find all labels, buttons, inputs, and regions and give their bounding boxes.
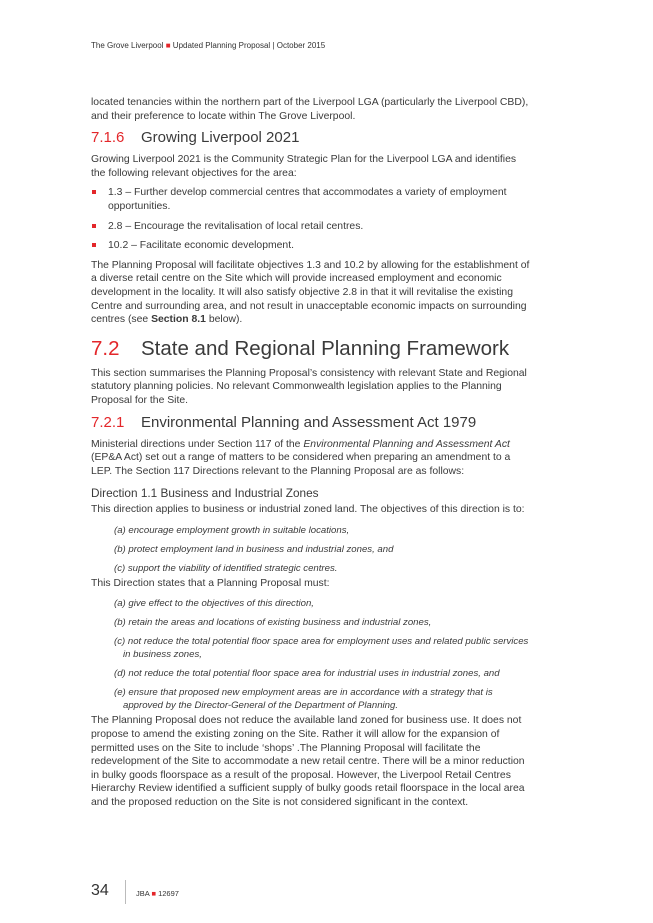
section-title: Growing Liverpool 2021	[141, 129, 300, 147]
footer-reference: JBA ■ 12697	[136, 889, 179, 898]
act-name: Environmental Planning and Assessment Act	[303, 438, 510, 450]
state-regional-paragraph: This section summarises the Planning Proposal’s consistency with relevant State and Regional statutory planning policies. No relevant Commonwealth legislation applies to the Planning Proposal for the Site.	[91, 367, 527, 406]
closing-paragraph: The Planning Proposal does not reduce the available land zoned for business use. It does not propose to amend the existing zoning on the Site. Rather it will allow for the expansion of permitted uses on the Site to include ‘shops’ .The Planning Proposal will facilitate the redevelopment of the Site to accommodate a new retail centre. There will be a minor reduction in bulky goods floorspace as a result of the proposal. However, the Liverpool Retail Centres Hierarchy Review identified a sufficient supply of bulky goods retail floorspace in the local area and the proposed reduction on the Site is not considered significant in the context.	[91, 715, 525, 809]
running-header	[91, 41, 325, 50]
list-item: (e) ensure that proposed new employment areas are in accordance with a strategy that is approved by the Director-General of the Department of Planning.	[114, 687, 493, 712]
direction-must-intro: This Direction states that a Planning Proposal must:	[91, 577, 330, 589]
section-7-2-heading	[91, 337, 531, 361]
bullet-square-icon	[92, 243, 96, 247]
section-number: 7.1.6	[91, 129, 125, 147]
list-item: (d) not reduce the total potential floor space area for industrial uses in industrial zones, and	[114, 668, 500, 680]
list-item: (a) encourage employment growth in suitable locations,	[114, 524, 350, 536]
direction-requirements-list	[91, 597, 531, 712]
header-title: The Grove Liverpool	[91, 41, 164, 50]
objectives-facilitation-paragraph: The Planning Proposal will facilitate objectives 1.3 and 10.2 by allowing for the establishment of a diverse retail centre on the Site which will provide increased employment and economic development in the locality. It will also satisfy objective 2.8 in that it will revitalise the existing Centre and surrounding area, and not result in unacceptable economic impacts on surrounding centres (see Section 8.1 below).	[91, 259, 530, 326]
ministerial-directions-paragraph: Ministerial directions under Section 117 of the Environmental Planning and Assessment Act (EP&A Act) set out a range of matters to be considered when preparing an amendment to a LEP. The Section 117 Directions relevant to the Planning Proposal are as follows:	[91, 438, 511, 477]
bullet-square-icon	[92, 190, 96, 194]
growing-liverpool-paragraph: Growing Liverpool 2021 is the Community Strategic Plan for the Liverpool LGA and identifies the following relevant objectives for the area:	[91, 154, 517, 179]
page-body	[91, 96, 531, 810]
footer-divider	[125, 880, 126, 904]
section-7-2-1-heading	[91, 414, 531, 432]
intro-paragraph: located tenancies within the northern part of the Liverpool LGA (particularly the Liverpool CBD), and their preference to locate within The Grove Liverpool.	[91, 97, 529, 122]
section-reference: Section 8.1	[151, 314, 206, 326]
footer-separator-dot: ■	[151, 889, 156, 898]
list-item: 10.2 – Facilitate economic development.	[91, 239, 531, 253]
section-7-1-6-heading	[91, 129, 531, 147]
page-number: 34	[91, 882, 109, 899]
list-item: 1.3 – Further develop commercial centres that accommodates a variety of employment opportunities.	[91, 186, 531, 213]
direction-objectives-list	[91, 524, 531, 575]
section-title: State and Regional Planning Framework	[141, 336, 510, 360]
section-number: 7.2	[91, 336, 120, 360]
list-item: (b) retain the areas and locations of existing business and industrial zones,	[114, 617, 432, 629]
list-item: (a) give effect to the objectives of this direction,	[114, 598, 314, 610]
page-footer	[91, 880, 179, 900]
list-item: (c) support the viability of identified strategic centres.	[114, 562, 338, 574]
objectives-bullet-list	[91, 186, 531, 252]
bullet-square-icon	[92, 224, 96, 228]
section-number: 7.2.1	[91, 413, 125, 431]
list-item: (b) protect employment land in business and industrial zones, and	[114, 543, 394, 555]
header-subtitle: Updated Planning Proposal | October 2015	[172, 41, 326, 50]
list-item: 2.8 – Encourage the revitalisation of local retail centres.	[91, 220, 531, 234]
section-title: Environmental Planning and Assessment Act 1979	[141, 413, 477, 431]
direction-applies-paragraph: This direction applies to business or industrial zoned land. The objectives of this direction is to:	[91, 504, 525, 516]
header-separator-dot: ■	[165, 41, 171, 50]
list-item: (c) not reduce the total potential floor space area for employment uses and related public services in business zones,	[114, 636, 529, 661]
direction-heading: Direction 1.1 Business and Industrial Zones	[91, 486, 319, 501]
